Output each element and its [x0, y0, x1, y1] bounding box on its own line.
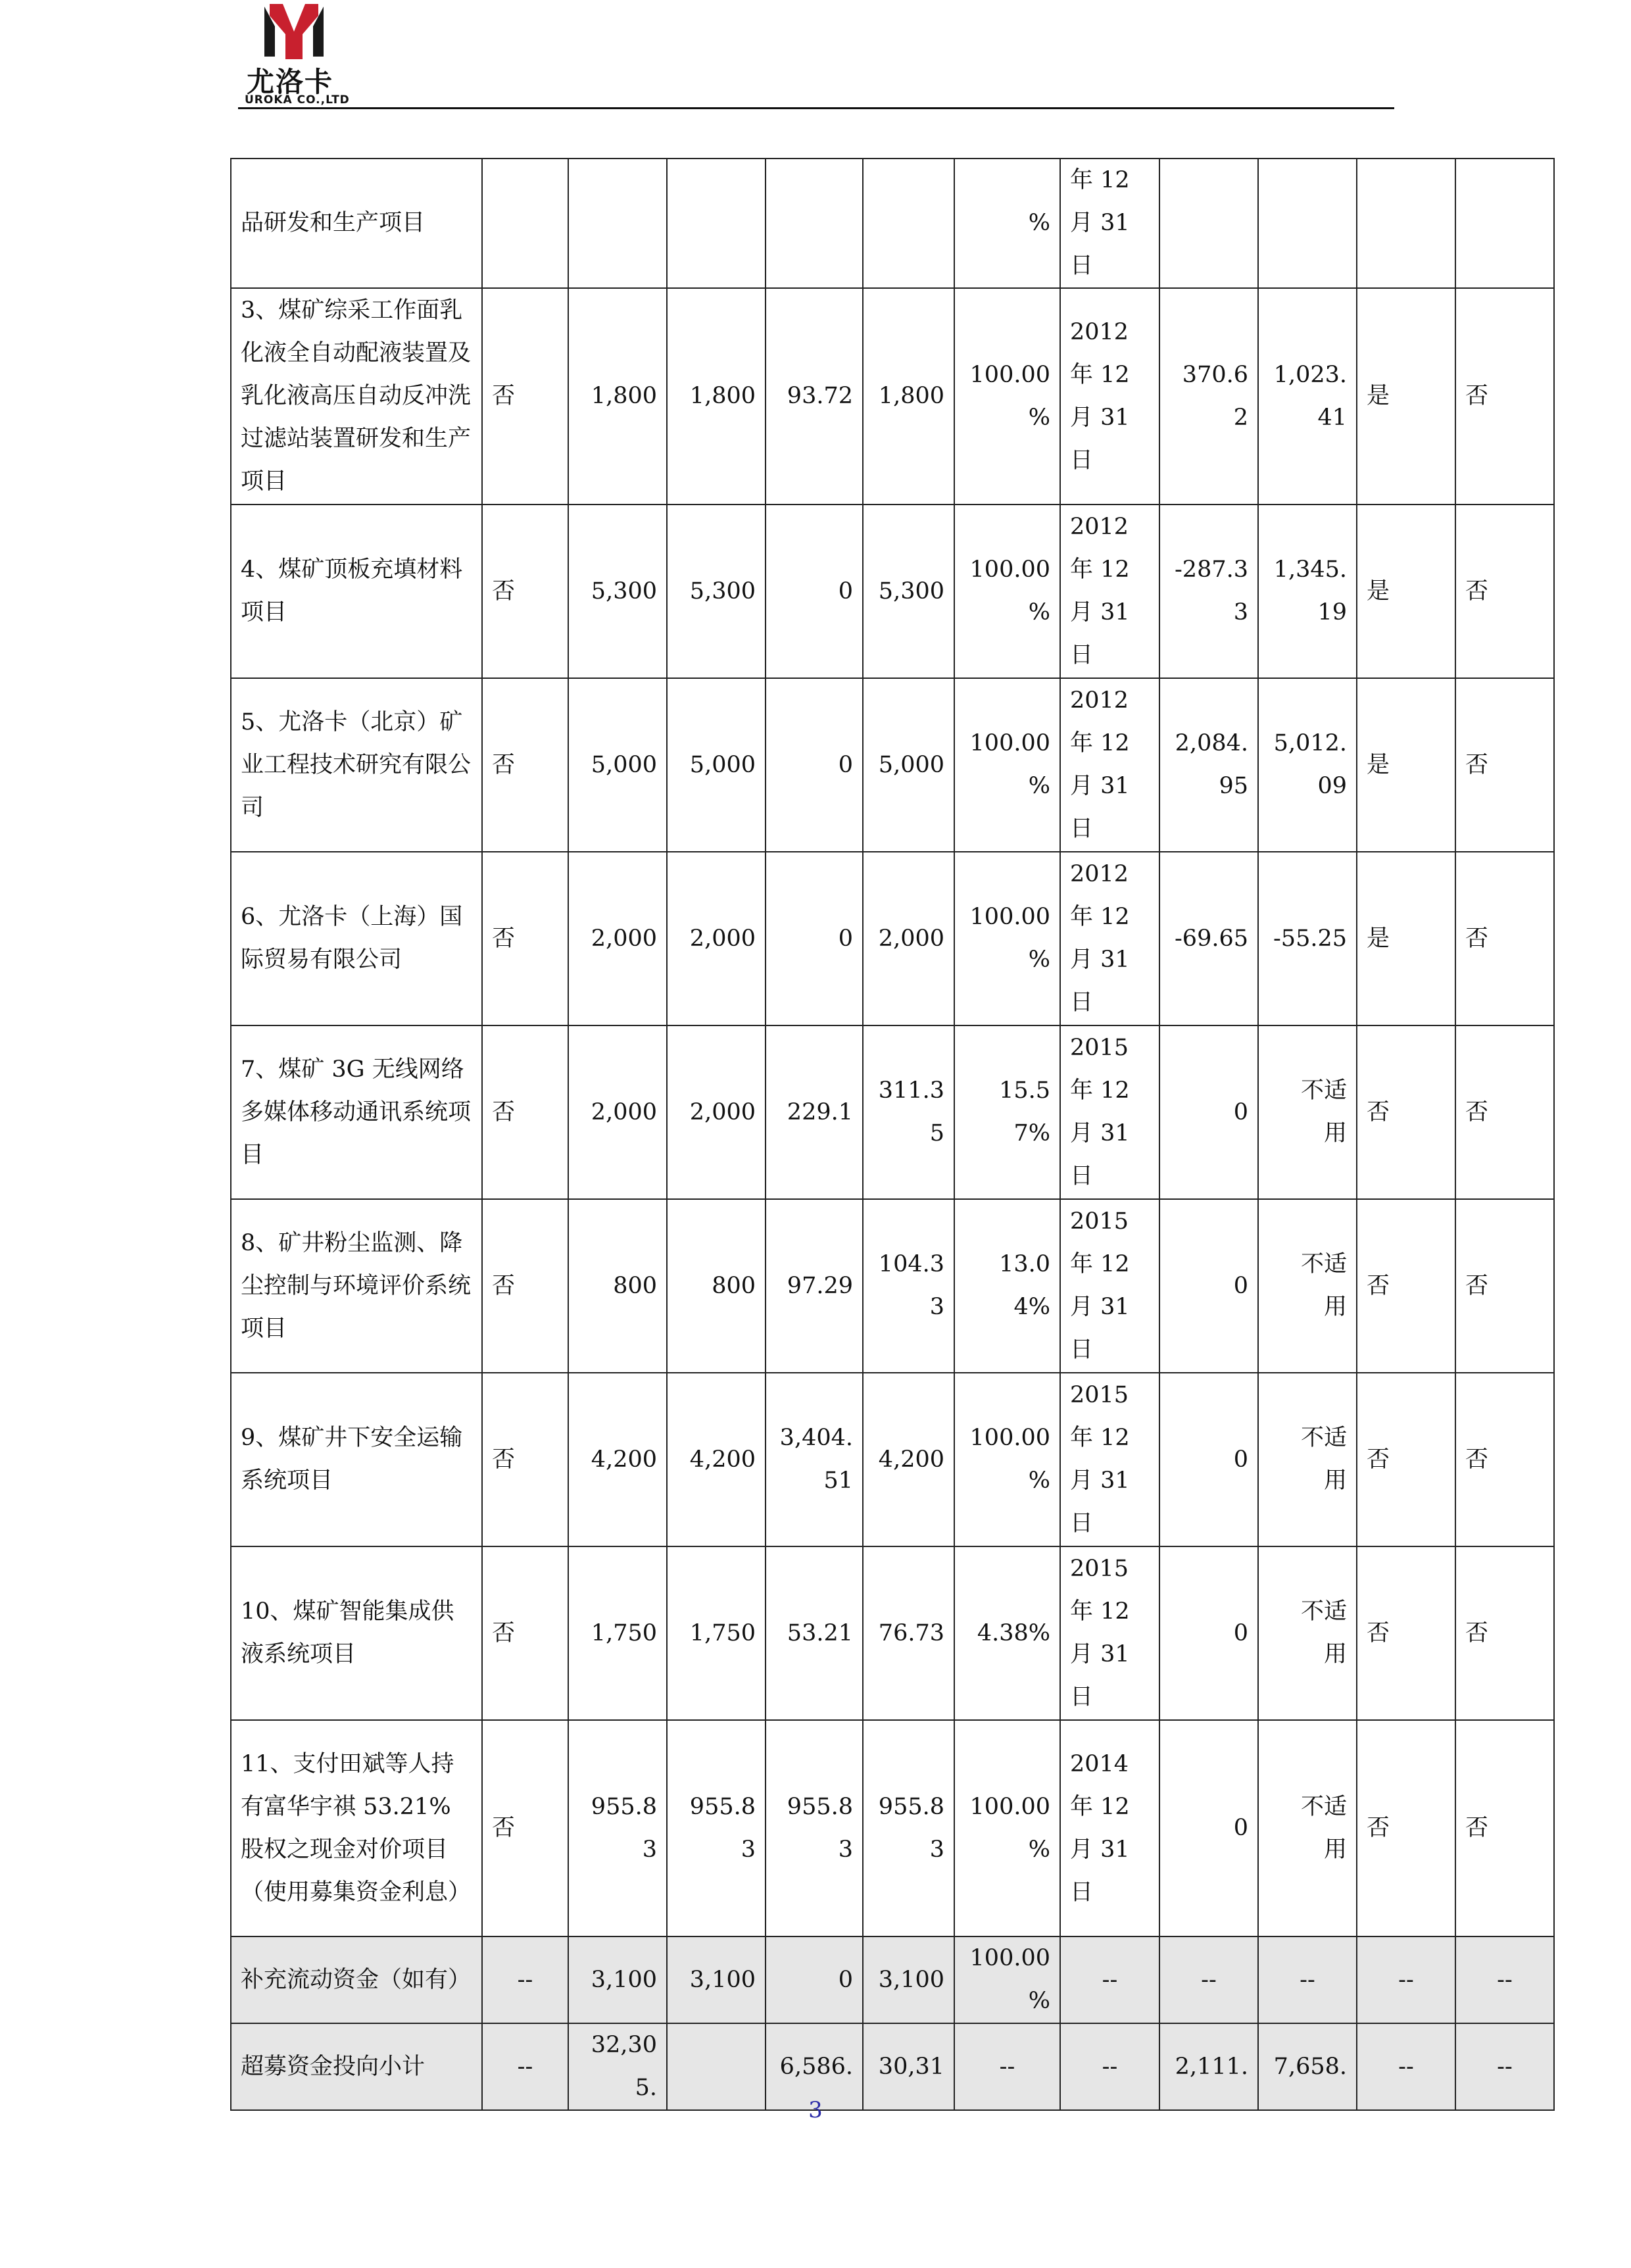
cell-current-benefit: --: [1159, 1936, 1258, 2023]
cell-changed: 否: [482, 1025, 568, 1199]
cell-feasibility-change: --: [1455, 1936, 1554, 2023]
cell-current-invested: 3,404. 51: [766, 1373, 863, 1546]
cell-committed-amount: 3,100: [568, 1936, 667, 2023]
table-body: [231, 159, 1554, 2110]
cell-progress: 100.00 %: [954, 1373, 1060, 1546]
table-row: [231, 678, 1554, 852]
cell-adjusted-amount: 5,000: [667, 678, 766, 852]
table-row: [231, 288, 1554, 505]
cell-feasibility-change: 否: [1455, 1199, 1554, 1373]
header-divider: [238, 107, 1394, 109]
cell-current-invested: 0: [766, 505, 863, 678]
cell-ready-date: --: [1060, 1936, 1159, 2023]
cell-progress: 100.00 %: [954, 1720, 1060, 1936]
cell-feasibility-change: 否: [1455, 678, 1554, 852]
cell-cumulative-invested: 30,31: [863, 2023, 954, 2110]
cell-current-benefit: 0: [1159, 1025, 1258, 1199]
table-row: [231, 505, 1554, 678]
table-row: [231, 159, 1554, 288]
cell-met-expectation: 否: [1357, 1546, 1455, 1720]
cell-committed-amount: 1,750: [568, 1546, 667, 1720]
cell-met-expectation: 是: [1357, 678, 1455, 852]
cell-adjusted-amount: 1,750: [667, 1546, 766, 1720]
cell-project-name: 5、尤洛卡（北京）矿业工程技术研究有限公司: [231, 678, 482, 852]
cell-current-benefit: 2,111.: [1159, 2023, 1258, 2110]
cell-current-benefit: 0: [1159, 1199, 1258, 1373]
table-row: [231, 1546, 1554, 1720]
cell-project-name: 8、矿井粉尘监测、降尘控制与环境评价系统项目: [231, 1199, 482, 1373]
cell-adjusted-amount: 3,100: [667, 1936, 766, 2023]
cell-changed: --: [482, 2023, 568, 2110]
cell-current-invested: 53.21: [766, 1546, 863, 1720]
cell-progress: %: [954, 159, 1060, 288]
cell-project-name: 9、煤矿井下安全运输系统项目: [231, 1373, 482, 1546]
cell-cumulative-benefit: 1,023. 41: [1258, 288, 1357, 505]
cell-cumulative-benefit: --: [1258, 1936, 1357, 2023]
cell-cumulative-invested: 76.73: [863, 1546, 954, 1720]
cell-current-benefit: 0: [1159, 1720, 1258, 1936]
cell-cumulative-benefit: 5,012. 09: [1258, 678, 1357, 852]
cell-changed: 否: [482, 852, 568, 1025]
table-row: [231, 1025, 1554, 1199]
cell-ready-date: 2015 年 12 月 31 日: [1060, 1025, 1159, 1199]
cell-committed-amount: 2,000: [568, 1025, 667, 1199]
cell-cumulative-benefit: [1258, 159, 1357, 288]
page-number: 3: [808, 2097, 823, 2123]
cell-met-expectation: 否: [1357, 1720, 1455, 1936]
cell-ready-date: --: [1060, 2023, 1159, 2110]
cell-ready-date: 2015 年 12 月 31 日: [1060, 1199, 1159, 1373]
cell-cumulative-invested: 5,300: [863, 505, 954, 678]
cell-met-expectation: --: [1357, 1936, 1455, 2023]
cell-committed-amount: 4,200: [568, 1373, 667, 1546]
cell-project-name: 11、支付田斌等人持有富华宇祺 53.21%股权之现金对价项目（使用募集资金利息）: [231, 1720, 482, 1936]
cell-adjusted-amount: 5,300: [667, 505, 766, 678]
cell-met-expectation: [1357, 159, 1455, 288]
cell-current-benefit: 0: [1159, 1546, 1258, 1720]
cell-changed: [482, 159, 568, 288]
cell-feasibility-change: 否: [1455, 1720, 1554, 1936]
table-row: [231, 1936, 1554, 2023]
cell-adjusted-amount: 2,000: [667, 852, 766, 1025]
cell-adjusted-amount: 800: [667, 1199, 766, 1373]
cell-cumulative-invested: 955.8 3: [863, 1720, 954, 1936]
cell-feasibility-change: 否: [1455, 505, 1554, 678]
cell-feasibility-change: --: [1455, 2023, 1554, 2110]
cell-progress: 100.00 %: [954, 678, 1060, 852]
cell-current-invested: [766, 159, 863, 288]
cell-current-benefit: 2,084. 95: [1159, 678, 1258, 852]
cell-feasibility-change: 否: [1455, 1373, 1554, 1546]
cell-project-name: 补充流动资金（如有）: [231, 1936, 482, 2023]
cell-changed: 否: [482, 1546, 568, 1720]
cell-ready-date: 2014 年 12 月 31 日: [1060, 1720, 1159, 1936]
cell-feasibility-change: 否: [1455, 288, 1554, 505]
cell-project-name: 7、煤矿 3G 无线网络多媒体移动通讯系统项目: [231, 1025, 482, 1199]
cell-project-name: 4、煤矿顶板充填材料项目: [231, 505, 482, 678]
cell-progress: 13.04%: [954, 1199, 1060, 1373]
cell-ready-date: 年 12 月 31 日: [1060, 159, 1159, 288]
cell-feasibility-change: 否: [1455, 1546, 1554, 1720]
cell-adjusted-amount: 955.83: [667, 1720, 766, 1936]
cell-committed-amount: 800: [568, 1199, 667, 1373]
table-row: [231, 1720, 1554, 1936]
cell-feasibility-change: 否: [1455, 852, 1554, 1025]
cell-project-name: 3、煤矿综采工作面乳化液全自动配液装置及乳化液高压自动反冲洗过滤站装置研发和生产项目: [231, 288, 482, 505]
cell-committed-amount: 955.83: [568, 1720, 667, 1936]
cell-met-expectation: 否: [1357, 1373, 1455, 1546]
cell-progress: 4.38%: [954, 1546, 1060, 1720]
cell-current-invested: 229.1: [766, 1025, 863, 1199]
cell-changed: --: [482, 1936, 568, 2023]
cell-cumulative-invested: 5,000: [863, 678, 954, 852]
cell-current-invested: 0: [766, 852, 863, 1025]
cell-cumulative-benefit: 不适 用: [1258, 1720, 1357, 1936]
cell-committed-amount: 5,000: [568, 678, 667, 852]
cell-current-benefit: [1159, 159, 1258, 288]
cell-cumulative-benefit: 7,658.: [1258, 2023, 1357, 2110]
cell-cumulative-benefit: -55.25: [1258, 852, 1357, 1025]
cell-project-name: 品研发和生产项目: [231, 159, 482, 288]
cell-current-benefit: 370.62: [1159, 288, 1258, 505]
cell-current-invested: 97.29: [766, 1199, 863, 1373]
cell-met-expectation: 是: [1357, 288, 1455, 505]
cell-ready-date: 2015 年 12 月 31 日: [1060, 1546, 1159, 1720]
cell-progress: 100.00 %: [954, 1936, 1060, 2023]
cell-met-expectation: --: [1357, 2023, 1455, 2110]
cell-current-benefit: -69.65: [1159, 852, 1258, 1025]
fund-usage-table: [230, 158, 1555, 2111]
cell-met-expectation: 是: [1357, 505, 1455, 678]
cell-committed-amount: 32,305.: [568, 2023, 667, 2110]
cell-project-name: 6、尤洛卡（上海）国际贸易有限公司: [231, 852, 482, 1025]
cell-current-benefit: 0: [1159, 1373, 1258, 1546]
cell-adjusted-amount: 2,000: [667, 1025, 766, 1199]
cell-project-name: 10、煤矿智能集成供液系统项目: [231, 1546, 482, 1720]
cell-ready-date: 2012 年 12 月 31 日: [1060, 852, 1159, 1025]
cell-adjusted-amount: [667, 159, 766, 288]
cell-changed: 否: [482, 678, 568, 852]
cell-met-expectation: 否: [1357, 1025, 1455, 1199]
cell-progress: 100.00 %: [954, 505, 1060, 678]
cell-met-expectation: 否: [1357, 1199, 1455, 1373]
cell-committed-amount: 5,300: [568, 505, 667, 678]
cell-adjusted-amount: 4,200: [667, 1373, 766, 1546]
cell-progress: 100.00 %: [954, 852, 1060, 1025]
cell-cumulative-invested: [863, 159, 954, 288]
cell-current-invested: 93.72: [766, 288, 863, 505]
cell-cumulative-invested: 1,800: [863, 288, 954, 505]
cell-cumulative-benefit: 不适 用: [1258, 1546, 1357, 1720]
cell-cumulative-invested: 4,200: [863, 1373, 954, 1546]
logo-subtitle: UROKA CO.,LTD: [245, 93, 350, 107]
cell-progress: 100.00 %: [954, 288, 1060, 505]
table-row: [231, 1199, 1554, 1373]
cell-cumulative-benefit: 不适 用: [1258, 1373, 1357, 1546]
cell-ready-date: 2012 年 12 月 31 日: [1060, 678, 1159, 852]
cell-progress: 15.57%: [954, 1025, 1060, 1199]
cell-cumulative-benefit: 不适 用: [1258, 1025, 1357, 1199]
cell-met-expectation: 是: [1357, 852, 1455, 1025]
cell-ready-date: 2012 年 12 月 31 日: [1060, 288, 1159, 505]
cell-changed: 否: [482, 505, 568, 678]
cell-progress: --: [954, 2023, 1060, 2110]
cell-project-name: 超募资金投向小计: [231, 2023, 482, 2110]
cell-current-invested: 955.83: [766, 1720, 863, 1936]
cell-cumulative-invested: 311.3 5: [863, 1025, 954, 1199]
logo-wordmark: 尤洛卡: [247, 66, 334, 98]
cell-current-invested: 6,586.: [766, 2023, 863, 2110]
cell-cumulative-invested: 104.3 3: [863, 1199, 954, 1373]
cell-changed: 否: [482, 1373, 568, 1546]
cell-cumulative-benefit: 不适 用: [1258, 1199, 1357, 1373]
cell-changed: 否: [482, 1199, 568, 1373]
cell-changed: 否: [482, 288, 568, 505]
cell-committed-amount: 1,800: [568, 288, 667, 505]
cell-current-invested: 0: [766, 678, 863, 852]
table-row: [231, 1373, 1554, 1546]
cell-changed: 否: [482, 1720, 568, 1936]
cell-committed-amount: [568, 159, 667, 288]
cell-feasibility-change: [1455, 159, 1554, 288]
table-row: [231, 852, 1554, 1025]
cell-current-invested: 0: [766, 1936, 863, 2023]
cell-feasibility-change: 否: [1455, 1025, 1554, 1199]
cell-cumulative-benefit: 1,345. 19: [1258, 505, 1357, 678]
cell-cumulative-invested: 3,100: [863, 1936, 954, 2023]
cell-cumulative-invested: 2,000: [863, 852, 954, 1025]
cell-ready-date: 2015 年 12 月 31 日: [1060, 1373, 1159, 1546]
cell-ready-date: 2012 年 12 月 31 日: [1060, 505, 1159, 678]
cell-current-benefit: -287.3 3: [1159, 505, 1258, 678]
cell-adjusted-amount: 1,800: [667, 288, 766, 505]
cell-committed-amount: 2,000: [568, 852, 667, 1025]
